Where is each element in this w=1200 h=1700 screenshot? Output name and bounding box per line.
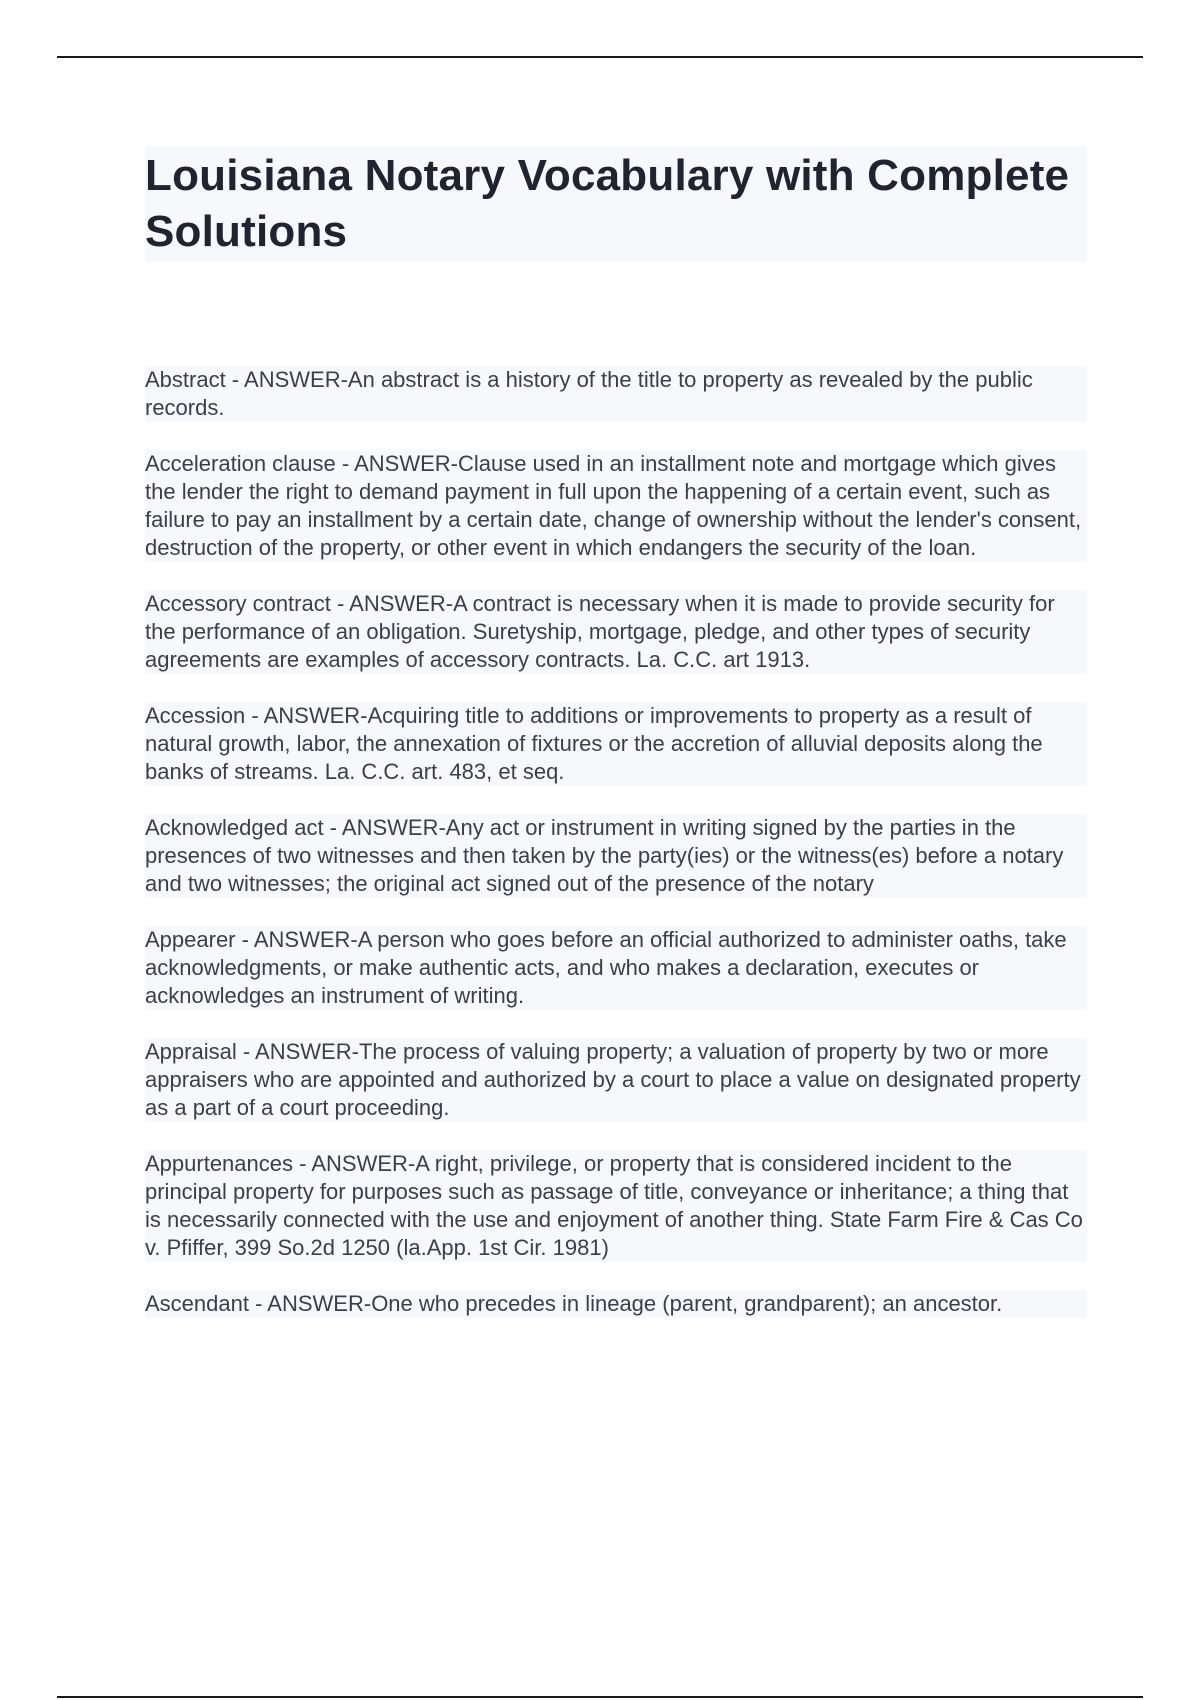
vocabulary-entry-accessory-contract: Accessory contract - ANSWER-A contract is necessary when it is made to provide security for the performance of an obligation. Suretyship, mortgage, pledge, and other types of security agreements are examples of accessory contracts. La. C.C. art 1913. [145, 590, 1087, 674]
vocabulary-entry-acceleration-clause: Acceleration clause - ANSWER-Clause used in an installment note and mortgage which gives the lender the right to demand payment in full upon the happening of a certain event, such as failure to pay an installment by a certain date, change of ownership without the lender's consent, destruction of the property, or other event in which endangers the security of the loan. [145, 450, 1087, 562]
vocabulary-entry-accession: Accession - ANSWER-Acquiring title to additions or improvements to property as a result of natural growth, labor, the annexation of fixtures or the accretion of alluvial deposits along the banks of streams. La. C.C. art. 483, et seq. [145, 702, 1087, 786]
top-divider [57, 56, 1143, 58]
bottom-divider [57, 1696, 1143, 1698]
vocabulary-entry-appearer: Appearer - ANSWER-A person who goes before an official authorized to administer oaths, take acknowledgments, or make authentic acts, and who makes a declaration, executes or acknowledges an instrument of writing. [145, 926, 1087, 1010]
vocabulary-entry-appurtenances: Appurtenances - ANSWER-A right, privilege, or property that is considered incident to the principal property for purposes such as passage of title, conveyance or inheritance; a thing that is necessarily connected with the use and enjoyment of another thing. State Farm Fire & Cas Co v. Pfiffer, 399 So.2d 1250 (la.App. 1st Cir. 1981) [145, 1150, 1087, 1262]
vocabulary-entry-ascendant: Ascendant - ANSWER-One who precedes in lineage (parent, grandparent); an ancestor. [145, 1290, 1087, 1318]
title-block [145, 146, 1087, 262]
vocabulary-entry-abstract: Abstract - ANSWER-An abstract is a history of the title to property as revealed by the public records. [145, 366, 1087, 422]
vocabulary-list [145, 366, 1087, 1346]
vocabulary-entry-acknowledged-act: Acknowledged act - ANSWER-Any act or instrument in writing signed by the parties in the presences of two witnesses and then taken by the party(ies) or the witness(es) before a notary and two witnesses; the original act signed out of the presence of the notary [145, 814, 1087, 898]
document-title: Louisiana Notary Vocabulary with Complete Solutions [145, 151, 1070, 256]
vocabulary-entry-appraisal: Appraisal - ANSWER-The process of valuing property; a valuation of property by two or more appraisers who are appointed and authorized by a court to place a value on designated property as a part of a court proceeding. [145, 1038, 1087, 1122]
